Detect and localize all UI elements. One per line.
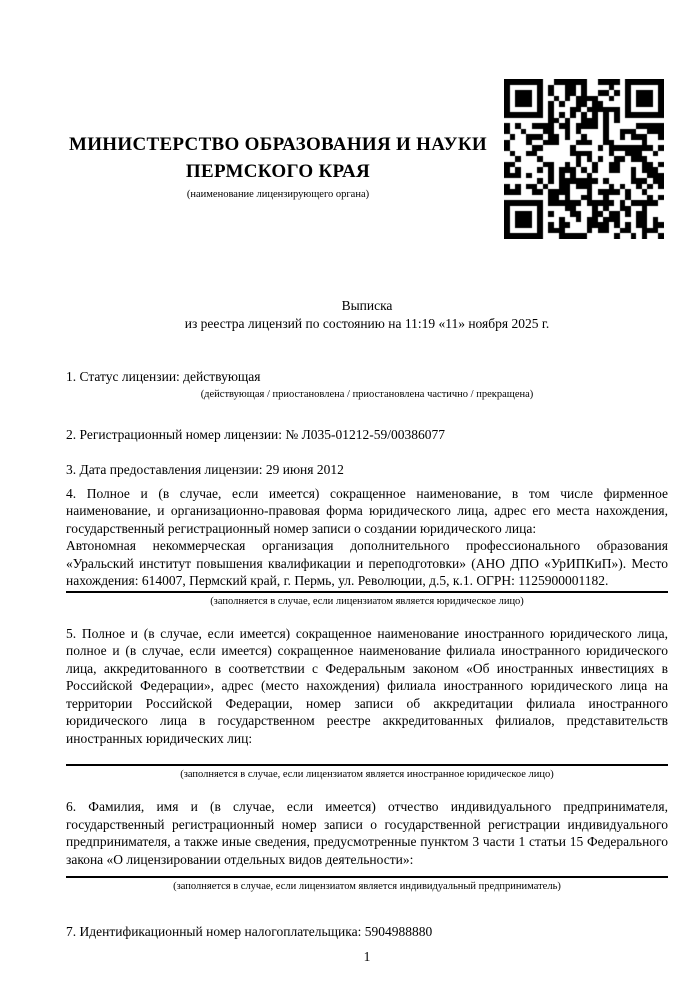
document-title-line2: из реестра лицензий по состоянию на 11:19 «11» ноября 2025 г. (184, 316, 550, 331)
section-3 (66, 461, 668, 479)
section-2 (66, 426, 668, 444)
section-1-caption: (действующая / приостановлена / приостановлена частично / прекращена) (200, 388, 534, 400)
licensing-authority-header (28, 131, 528, 201)
section-3-text: 3. Дата предоставления лицензии: 29 июня 2012 (66, 462, 344, 477)
section-6-blank-line-rule (66, 876, 668, 878)
ministry-name (28, 131, 528, 185)
document-title (66, 297, 668, 333)
qr-code (504, 79, 664, 239)
ministry-name-line2: ПЕРМСКОГО КРАЯ (185, 161, 371, 182)
section-5-caption: (заполняется в случае, если лицензиатом является иностранное юридическое лицо) (180, 769, 554, 780)
document-title-line1: Выписка (341, 298, 393, 313)
section-5 (66, 625, 668, 782)
section-4-text: 4. Полное и (в случае, если имеется) сокращенное наименование, в том числе фирменное наименование, и организационно-правовая форма юридического лица, адрес его места нахождения, государственный регистрационный номер записи о создании юридического лица: (66, 485, 668, 536)
document-body (66, 368, 668, 965)
section-4-text: Автономная некоммерческая организация дополнительного профессионального образования «Уральский институт повышения квалификации и переподготовки» (АНО ДПО «УрИПКиП»). Место нахождения: 614007, Пермский край, г. Пермь, ул. Революции, д.5, к.1. ОГРН: 1125900001182. (66, 538, 668, 588)
section-4 (66, 485, 668, 608)
section-1-text: 1. Статус лицензии: действующая (66, 369, 261, 384)
section-7 (66, 923, 668, 941)
section-2-text: 2. Регистрационный номер лицензии: № Л035-01212-59/00386077 (66, 426, 446, 442)
section-1 (66, 368, 668, 401)
section-6 (66, 798, 668, 893)
section-6-text: 6. Фамилия, имя и (в случае, если имеется) отчество индивидуального предпринимателя, государственный регистрационный номер записи о государственной регистрации индивидуального предпринимателя, а также иные сведения, предусмотренные пунктом 3 части 1 статьи 15 Федерального закона «О лицензировании отдельных видов деятельности»: (66, 799, 668, 867)
section-5-blank-line-rule (66, 764, 668, 766)
section-4-caption: (заполняется в случае, если лицензиатом является юридическое лицо) (210, 595, 524, 607)
section-5-text: 5. Полное и (в случае, если имеется) сокращенное наименование иностранного юридического лица, полное и (в случае, если имеется) сокращенное наименование филиала иностранного юридического лица, аккредитованного в соответствии с Федеральным законом «Об иностранных инвестициях в Российской Федерации», адрес (место нахождения) филиала иностранного юридического лица на территории Российской Федерации, номер записи об аккредитации филиала иностранного юридического лица в государственном реестре аккредитованных филиалов, представительств иностранных юридических лиц: (66, 625, 668, 746)
section-4-blank-line-rule (66, 591, 668, 593)
ministry-caption: (наименование лицензирующего органа) (186, 189, 370, 200)
ministry-name-line1: МИНИСТЕРСТВО ОБРАЗОВАНИЯ И НАУКИ (68, 134, 488, 155)
section-7-text: 7. Идентификационный номер налогоплательщика: 5904988880 (66, 924, 433, 939)
section-6-caption: (заполняется в случае, если лицензиатом является индивидуальный предприниматель) (173, 881, 561, 892)
page-number: 1 (363, 948, 371, 964)
